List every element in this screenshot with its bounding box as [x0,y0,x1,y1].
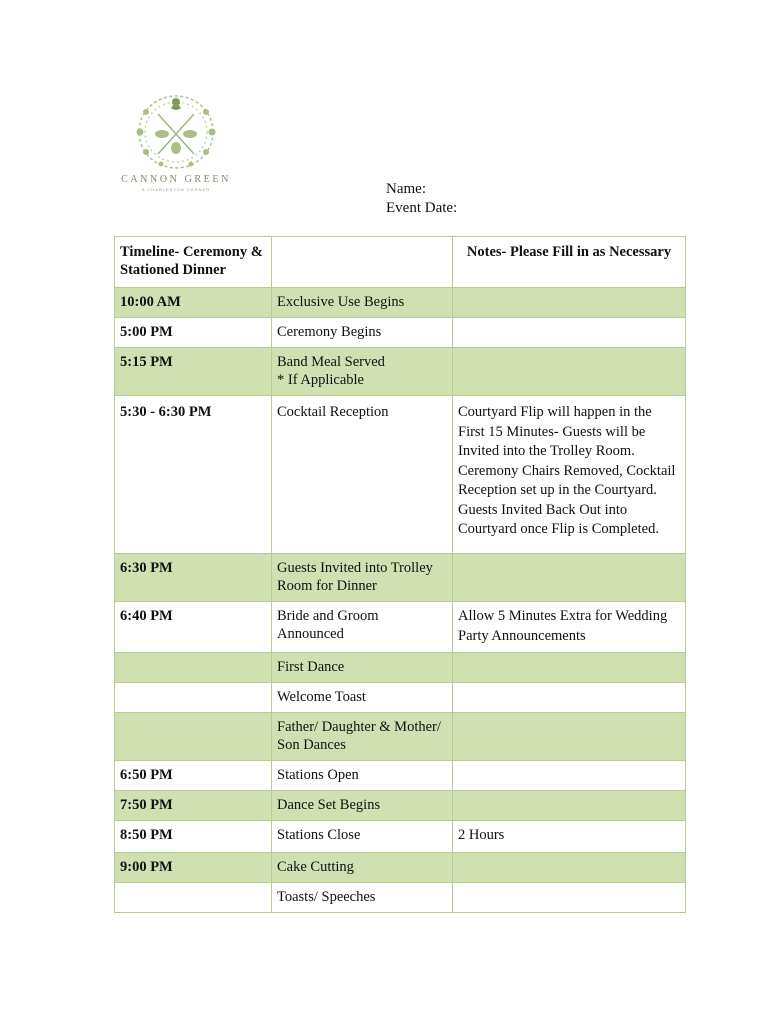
notes-cell[interactable] [453,288,686,318]
notes-cell[interactable] [453,713,686,761]
table-row [115,821,686,853]
table-row [115,761,686,791]
wreath-crest-icon [116,92,236,174]
notes-cell[interactable] [453,653,686,683]
time-cell: 9:00 PM [115,852,272,882]
notes-cell[interactable] [453,852,686,882]
notes-cell[interactable]: Courtyard Flip will happen in the First 15 Minutes- Guests will be Invited into the Trolley Room. Ceremony Chairs Removed, Cocktail Reception set up in the Courtyard. Guests Invited Back Out into Courtyard once Flip is Completed. [453,396,686,554]
notes-cell[interactable] [453,882,686,912]
notes-cell[interactable] [453,761,686,791]
event-date-label: Event Date: [386,200,458,216]
event-cell: Cocktail Reception [272,396,453,554]
notes-cell[interactable] [453,348,686,396]
table-row [115,852,686,882]
table-row [115,683,686,713]
event-cell: Stations Open [272,761,453,791]
notes-cell[interactable] [453,554,686,602]
event-cell: Dance Set Begins [272,791,453,821]
time-cell: 5:30 - 6:30 PM [115,396,272,554]
event-cell: Bride and Groom Announced [272,602,453,653]
name-label: Name: [386,181,426,197]
table-row [115,602,686,653]
event-cell: Welcome Toast [272,683,453,713]
time-cell: 6:50 PM [115,761,272,791]
time-cell: 6:40 PM [115,602,272,653]
time-cell: 8:50 PM [115,821,272,853]
table-row [115,348,686,396]
notes-cell[interactable]: Allow 5 Minutes Extra for Wedding Party Announcements [453,602,686,653]
logo-tagline: A CHARLESTON CORNER [141,187,211,192]
timeline-header: Timeline- Ceremony & Stationed Dinner [115,237,272,288]
time-cell: 5:15 PM [115,348,272,396]
timeline-table [114,236,686,913]
table-header-row [115,237,686,288]
time-cell [115,713,272,761]
table-row [115,882,686,912]
time-cell: 5:00 PM [115,318,272,348]
notes-cell[interactable]: 2 Hours [453,821,686,853]
notes-cell[interactable] [453,791,686,821]
event-info-fields [386,180,457,218]
time-cell: 7:50 PM [115,791,272,821]
table-row [115,713,686,761]
event-cell: Exclusive Use Begins [272,288,453,318]
event-cell: First Dance [272,653,453,683]
cannon-green-logo [116,92,236,202]
table-row [115,288,686,318]
table-row [115,554,686,602]
timeline-body [115,288,686,913]
notes-header: Notes- Please Fill in as Necessary [453,237,686,288]
table-row [115,791,686,821]
event-header [272,237,453,288]
time-cell [115,653,272,683]
event-cell: Ceremony Begins [272,318,453,348]
notes-cell[interactable] [453,683,686,713]
event-cell: Band Meal Served * If Applicable [272,348,453,396]
time-cell [115,882,272,912]
notes-cell[interactable] [453,318,686,348]
event-cell: Toasts/ Speeches [272,882,453,912]
table-row [115,396,686,554]
event-cell: Cake Cutting [272,852,453,882]
event-cell: Guests Invited into Trolley Room for Dinner [272,554,453,602]
time-cell [115,683,272,713]
event-cell: Father/ Daughter & Mother/ Son Dances [272,713,453,761]
table-row [115,653,686,683]
table-row [115,318,686,348]
event-cell: Stations Close [272,821,453,853]
logo-wordmark: CANNON GREEN [121,174,231,185]
time-cell: 10:00 AM [115,288,272,318]
time-cell: 6:30 PM [115,554,272,602]
